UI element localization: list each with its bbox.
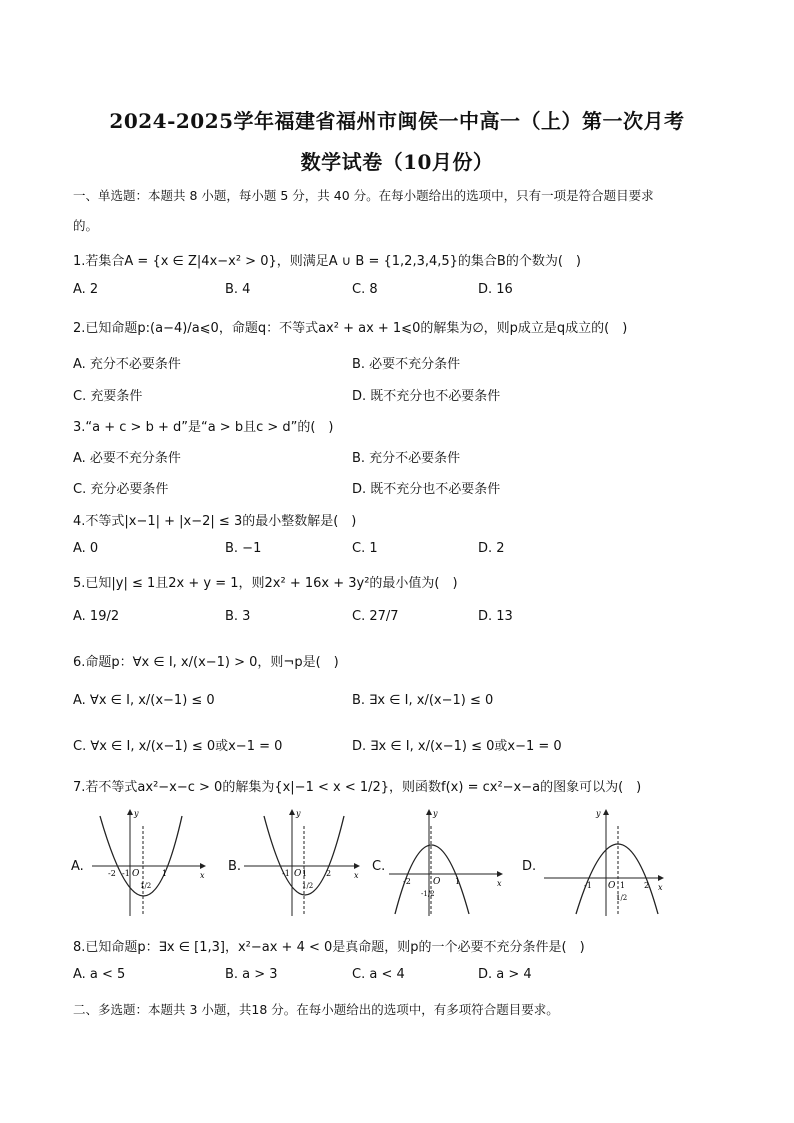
question-4-stem: 4.不等式|x−1| + |x−2| ≤ 3的最小整数解是( ) [73, 514, 357, 529]
q7-c-tick-2: 1 [455, 877, 461, 886]
question-2-stem: 2.已知命题p:(a−4)/a⩽0，命题q：不等式ax² + ax + 1⩽0的解集为∅，则p成立是q成立的( ) [73, 321, 628, 336]
q7-b-tick-3: 2 [326, 869, 332, 878]
q4-option-a: A. 0 [73, 541, 99, 556]
q4-option-b: B. −1 [225, 541, 262, 556]
q7-c-tick-1: -2 [403, 877, 411, 886]
q1-option-b: B. 4 [225, 282, 251, 297]
q6-option-d: D. ∃x ∈ I, x/(x−1) ≤ 0或x−1 = 0 [352, 739, 562, 754]
section2-intro: 二、多选题：本题共 3 小题，共18 分。在每小题给出的选项中，有多项符合题目要求。 [73, 1002, 559, 1017]
q4-option-d: D. 2 [478, 541, 505, 556]
q7-option-d-label: D. [522, 859, 537, 874]
q2-option-c: C. 充要条件 [73, 389, 143, 404]
q7-graph-d [540, 806, 668, 921]
q5-option-c: C. 27/7 [352, 609, 399, 624]
q7-option-c-label: C. [372, 859, 386, 874]
q8-option-a: A. a < 5 [73, 967, 126, 982]
q7-d-origin: O [608, 881, 616, 891]
q7-a-origin: O [132, 869, 140, 879]
section1-intro: 一、单选题：本题共 8 小题，每小题 5 分，共 40 分。在每小题给出的选项中，只有一项是符合题目要求 [73, 188, 654, 203]
q7-b-x-label: x [354, 871, 359, 880]
q7-c-x-label: x [497, 879, 502, 888]
q7-d-tick-3: 2 [644, 881, 650, 890]
q7-d-x-label: x [658, 883, 663, 892]
q6-option-b: B. ∃x ∈ I, x/(x−1) ≤ 0 [352, 693, 494, 708]
q8-option-d: D. a > 4 [478, 967, 532, 982]
q6-option-c: C. ∀x ∈ I, x/(x−1) ≤ 0或x−1 = 0 [73, 739, 283, 754]
q3-option-d: D. 既不充分也不必要条件 [352, 482, 501, 497]
q7-option-a-label: A. [71, 859, 84, 874]
q7-a-y-label: y [134, 809, 139, 818]
q7-a-x-label: x [200, 871, 205, 880]
q5-option-a: A. 19/2 [73, 609, 120, 624]
question-6-stem: 6.命题p：∀x ∈ I, x/(x−1) > 0，则¬p是( ) [73, 655, 339, 670]
q7-b-tick-4: 1/2 [302, 882, 314, 890]
q7-b-y-label: y [296, 809, 301, 818]
q7-a-tick-3: 1 [162, 869, 168, 878]
question-8-stem: 8.已知命题p：∃x ∈ [1,3]，x²−ax + 4 < 0是真命题，则p的一个必要不充分条件是( ) [73, 940, 585, 955]
q5-option-b: B. 3 [225, 609, 251, 624]
q7-d-tick-2: 1 [620, 881, 626, 890]
q2-option-b: B. 必要不充分条件 [352, 357, 461, 372]
q1-option-c: C. 8 [352, 282, 378, 297]
q3-option-a: A. 必要不充分条件 [73, 451, 181, 466]
page-title: 2024-2025学年福建省福州市闽侯一中高一（上）第一次月考 [109, 109, 685, 133]
q7-graph-c [385, 806, 510, 921]
q8-option-c: C. a < 4 [352, 967, 405, 982]
q7-a-tick-2: -1 [122, 869, 130, 878]
q8-option-b: B. a > 3 [225, 967, 278, 982]
q7-b-tick-2: 1 [302, 869, 308, 878]
q7-graph-b [240, 806, 365, 921]
q7-a-tick-1: -2 [108, 869, 116, 878]
question-1-stem: 1.若集合A = {x ∈ Z|4x−x² > 0}，则满足A ∪ B = {1,2,3,4,5}的集合B的个数为( ) [73, 254, 581, 269]
q4-option-c: C. 1 [352, 541, 378, 556]
q7-c-tick-3: -1/2 [421, 890, 435, 898]
q2-option-d: D. 既不充分也不必要条件 [352, 389, 501, 404]
q1-option-a: A. 2 [73, 282, 99, 297]
section1-intro-cont: 的。 [73, 218, 99, 233]
q7-b-tick-1: -1 [282, 869, 290, 878]
q7-d-y-label: y [596, 809, 601, 818]
q7-d-tick-1: -1 [584, 881, 592, 890]
q3-option-b: B. 充分不必要条件 [352, 451, 461, 466]
q1-option-d: D. 16 [478, 282, 513, 297]
question-3-stem: 3.“a + c > b + d”是“a > b且c > d”的( ) [73, 420, 334, 435]
q7-c-y-label: y [433, 809, 438, 818]
q7-d-tick-4: 1/2 [616, 894, 628, 902]
q7-a-tick-4: 1/2 [140, 882, 152, 890]
question-7-stem: 7.若不等式ax²−x−c > 0的解集为{x|−1 < x < 1/2}，则函数f(x) = cx²−x−a的图象可以为( ) [73, 780, 642, 795]
q5-option-d: D. 13 [478, 609, 513, 624]
q7-b-origin: O [294, 869, 302, 879]
q2-option-a: A. 充分不必要条件 [73, 357, 181, 372]
question-5-stem: 5.已知|y| ≤ 1且2x + y = 1，则2x² + 16x + 3y²的最小值为( ) [73, 576, 458, 591]
page-subtitle: 数学试卷（10月份） [300, 150, 494, 174]
q7-option-b-label: B. [228, 859, 242, 874]
q7-c-origin: O [433, 877, 441, 887]
q7-graph-a [88, 806, 213, 921]
q3-option-c: C. 充分必要条件 [73, 482, 169, 497]
q6-option-a: A. ∀x ∈ I, x/(x−1) ≤ 0 [73, 693, 215, 708]
